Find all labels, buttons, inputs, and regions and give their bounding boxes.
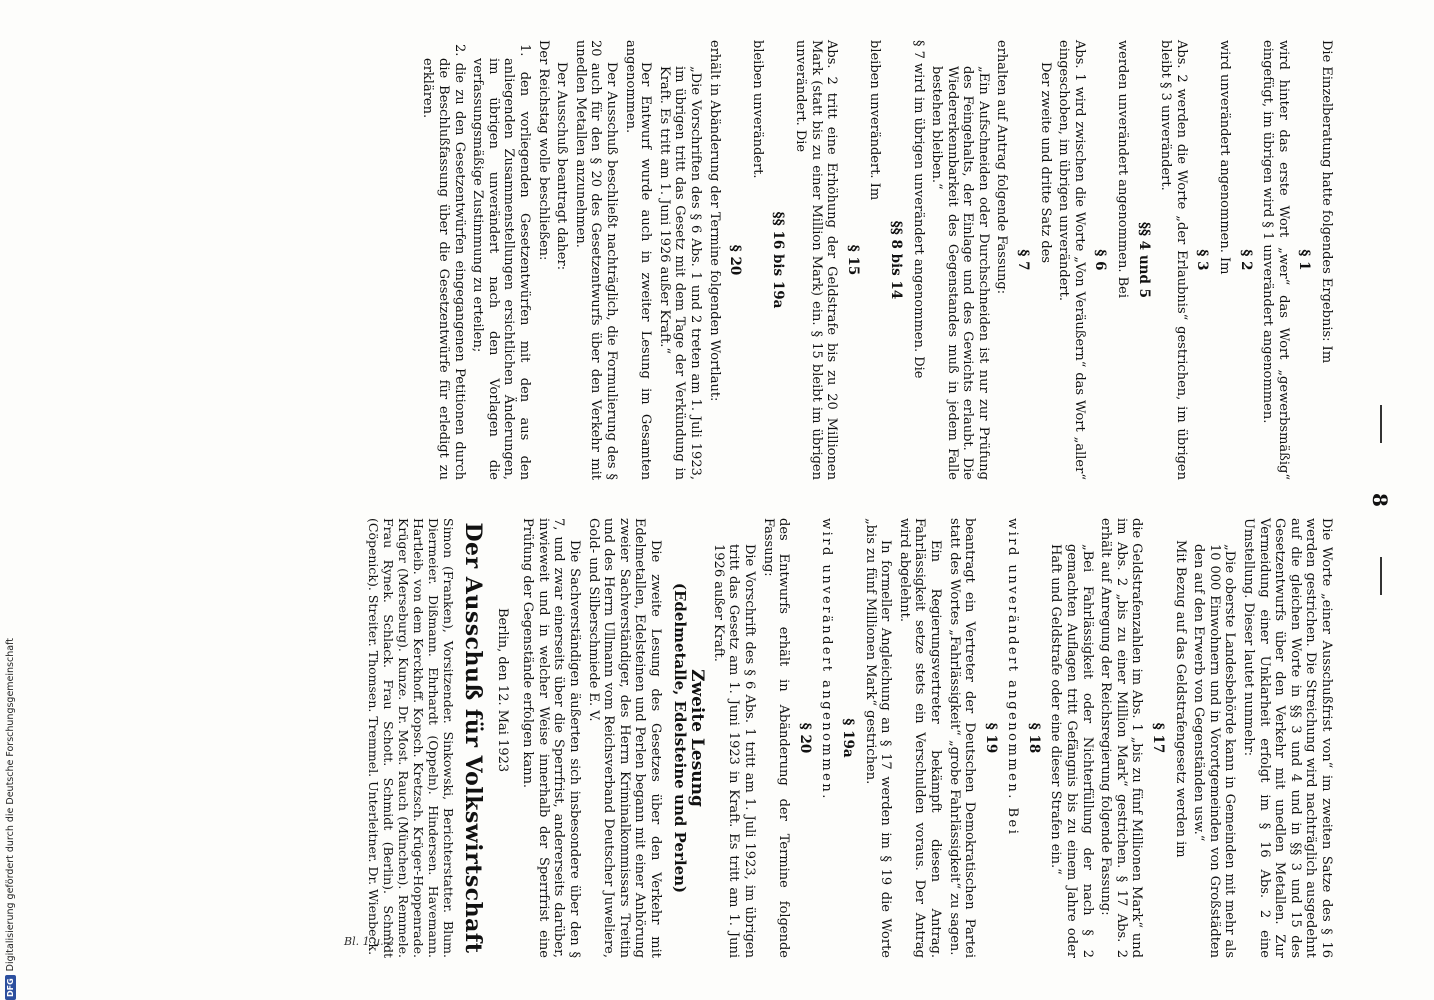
- paragraph: erhält in Abänderung der Termine folgenden Wortlaut:: [706, 40, 722, 402]
- section-heading: § 3: [1194, 249, 1211, 271]
- page-number: 8: [1368, 493, 1392, 507]
- paragraph: bleiben unverändert. Im: [867, 40, 883, 201]
- paragraph: Die Sachverständigen äußerten sich insbesondere über den § 7, und zwar einerseits über die Sperrfrist, andererseits darüber, inwieweit und in welcher Weise innerhalb der Sperrfrist eine Prüfung der Gegenstände erfolgen kann.: [520, 518, 583, 958]
- page-number-dash-left: [1380, 405, 1382, 443]
- page-number-dash-right: [1380, 557, 1382, 595]
- paragraph: erhalten auf Antrag folgende Fassung:: [994, 40, 1010, 295]
- digitization-footer: [2, 0, 18, 1000]
- date-line: Berlin, den 12. Mai 1923: [494, 608, 510, 773]
- margin-note: Bl. 1 u. 2: [344, 935, 395, 948]
- paragraph: bleiben unverändert.: [749, 40, 765, 179]
- list-item: 1. den vorliegenden Gesetzentwürfen mit den aus den anliegenden Zusammenstellungen ersichtlichen Änderungen, im übrigen unverändert nach den Vorlagen die verfassungsmäßige Zustimmung zu erteilen;: [470, 44, 533, 480]
- section-title: Zweite Lesung: [687, 669, 708, 807]
- section-heading: § 17: [1150, 722, 1167, 754]
- paragraph: Abs. 2 tritt eine Erhöhung der Geldstrafe bis zu 20 Millionen Mark (statt bis zu einer Million Mark) ein. § 15 bleibt im übrigen unverändert. Die: [792, 40, 840, 480]
- paragraph: Der zweite und dritte Satz des: [1037, 62, 1053, 264]
- paragraph: Die Einzelberatung hatte folgendes Ergebnis: Im: [1319, 40, 1334, 364]
- paragraph: Der Entwurf wurde auch in zweiter Lesung im Gesamten angenommen.: [622, 40, 654, 480]
- paragraph: werden unverändert angenommen. Bei: [1115, 40, 1131, 298]
- section-heading: § 19: [982, 722, 999, 754]
- list-item: 2. die zu den Gesetzentwürfen eingegangenen Petitionen durch die Beschlußfassung über die Gesetzentwürfe für erledigt zu erklären.: [420, 44, 467, 480]
- section-heading: § 20: [727, 244, 744, 276]
- paragraph: wird unverändert angenommen.: [819, 518, 835, 801]
- section-heading: §§ 16 bis 19a: [770, 211, 787, 309]
- section-heading: § 15: [844, 244, 861, 276]
- section-subtitle: (Edelmetalle, Edelsteine und Perlen): [670, 582, 689, 894]
- paragraph: Mit Bezug auf das Geldstrafengesetz werden im: [1172, 540, 1188, 858]
- section-heading: § 1: [1296, 249, 1313, 271]
- quoted-text: „Die Vorschriften des § 6 Abs. 1 und 2 treten am 1. Juli 1923, im übrigen tritt das Gesetz mit dem Tage der Verkündung in Kraft. Es tritt am 1. Juni 1926 außer Kraft.“: [656, 66, 703, 480]
- paragraph: In formeller Angleichung an § 17 werden im § 19 die Worte „bis zu fünf Millionen Mark“ gestrichen.: [862, 518, 894, 958]
- paragraph: beantragt ein Vertreter der Deutschen Demokratischen Partei statt des Wortes „Fahrlässigkeit“ „grobe Fahrlässigkeit“ zu sagen.: [946, 518, 978, 958]
- paragraph: Der Ausschuß beschließt nachträglich, die Formulierung des § 20 auch für den § 20 des Gesetzentwurfs über den Verkehr mit unedlen Metallen anzunehmen.: [572, 40, 620, 480]
- section-heading: § 2: [1237, 249, 1254, 271]
- paragraph: Abs. 1 wird zwischen die Worte „Von Veräußern“ das Wort „aller“ eingeschoben, im übrigen unverändert.: [1056, 40, 1087, 480]
- paragraph: § 7 wird im übrigen unverändert angenommen. Die: [910, 40, 926, 379]
- paragraph: wird unverändert angenommen. Bei: [1005, 518, 1021, 837]
- section-heading: §§ 4 und 5: [1135, 221, 1152, 299]
- quoted-text: „Die oberste Landesbehörde kann in Gemeinden mit mehr als 10 000 Einwohnern und in Vorortgemeinden von Großstädten den auf den Erwerb von Gegenständen usw.“: [1191, 544, 1238, 958]
- paragraph: die Geldstrafenzahlen im Abs. 1 „bis zu fünf Millionen Mark“ und im Abs. 2 „bis zu einer Million Mark“ gestrichen. § 17 Abs. 2 erhält auf Anregung der Reichsregierung folgende Fassung:: [1098, 518, 1145, 958]
- paragraph: des Entwurfs erhält in Abänderung der Termine folgende Fassung:: [760, 518, 792, 958]
- paragraph: Der Reichstag wolle beschließen:: [535, 40, 551, 261]
- paragraph: Die zweite Lesung des Gesetzes über den Verkehr mit Edelmetallen, Edelsteinen und Perlen begann mit einer Anhörung zweier Sachverständiger, des Herrn Kriminalkommissars Treitin und des Herrn Ullmann vom Reichsverband Deutscher Juweliere, Gold- und Silberschmiede E. V.: [585, 518, 664, 958]
- dfg-logo: DFG: [5, 975, 16, 1000]
- paragraph: wird unverändert angenommen. Im: [1217, 40, 1233, 275]
- quoted-text: „Bei Fahrlässigkeit oder Nichterfüllung der nach § 2 gemachten Auflagen tritt Gefängnis bis zu einem Jahre oder Haft und Geldstrafe oder eine dieser Strafen ein.“: [1048, 544, 1095, 958]
- quoted-text: Die Vorschrift des § 6 Abs. 1 tritt am 1. Juli 1923, im übrigen tritt das Gesetz am 1. Juni 1923 in Kraft. Es tritt am 1. Juni 1926 außer Kraft.: [710, 544, 757, 958]
- section-heading: § 6: [1092, 249, 1109, 271]
- section-heading: § 7: [1015, 249, 1032, 271]
- section-heading: §§ 8 bis 14: [887, 220, 904, 300]
- section-heading: § 19a: [839, 718, 856, 758]
- paragraph: Abs. 2 werden die Worte „der Erlaubnis“ gestrichen, im übrigen bleibt § 3 unverändert.: [1158, 40, 1189, 480]
- paragraph: Die Worte „einer Ausschußfrist von“ im zweiten Satze des § 16 werden gestrichen. Die Streichung wird nachträglich ausgedehnt auf die gleichen Worte in §§ 3 und 4 und in §§ 3 und 15 des Gesetzentwurfs über den Verkehr mit unedlen Metallen. Zur Vermeidung einer Unklarheit erfolgt im § 16 Abs. 2 eine Umstellung. Dieser lautet nunmehr:: [1241, 518, 1334, 958]
- paragraph: wird hinter das erste Wort „wer“ das Wort „gewerbsmäßig“ eingefügt, im übrigen wird § 1 unverändert angenommen.: [1260, 40, 1291, 480]
- footer-text: Digitalisierung gefördert durch die Deutsche Forschungsgemeinschaft: [4, 638, 16, 972]
- committee-heading: Der Ausschuß für Volkswirtschaft: [460, 522, 487, 954]
- right-text-column: [367, 518, 1335, 958]
- quoted-text: „Ein Aufschneiden oder Durchschneiden ist nur zur Prüfung des Feingehalts, der Einlage und des Gewichts erlaubt. Die Wiedererkennbarkeit des Gegenstandes muß in jedem Falle bestehen bleiben.“: [929, 66, 991, 480]
- signatures: Simon (Franken), Vorsitzender. Sinkowski, Berichterstatter. Blum. Diermeier. Dißmann. Ehrhardt (Oppeln). Hindersen. Havemann. Hartleib. von dem Kerckhoff. Kopsch. Kretzsch. Krüger-Hoppenrade. Krüger (Merseburg). Kunze. Dr. Most. Rauch (München). Remmele. Frau Rynek. Schlack. Frau Schott. Schmidt (Berlin). Schmidt (Cöpenick). Streiter. Thomsen. Tremmel. Unterleitner. Dr. Wienbeck.: [366, 518, 457, 958]
- left-text-column: [417, 40, 1334, 480]
- paragraph: Der Ausschuß beantragt daher:: [554, 62, 570, 271]
- section-heading: § 18: [1025, 722, 1042, 754]
- section-heading: § 20: [796, 722, 813, 754]
- paragraph: Ein Regierungsvertreter bekämpft diesen Antrag. Fahrlässigkeit setze stets ein Verschulden voraus. Der Antrag wird abgelehnt.: [896, 518, 943, 958]
